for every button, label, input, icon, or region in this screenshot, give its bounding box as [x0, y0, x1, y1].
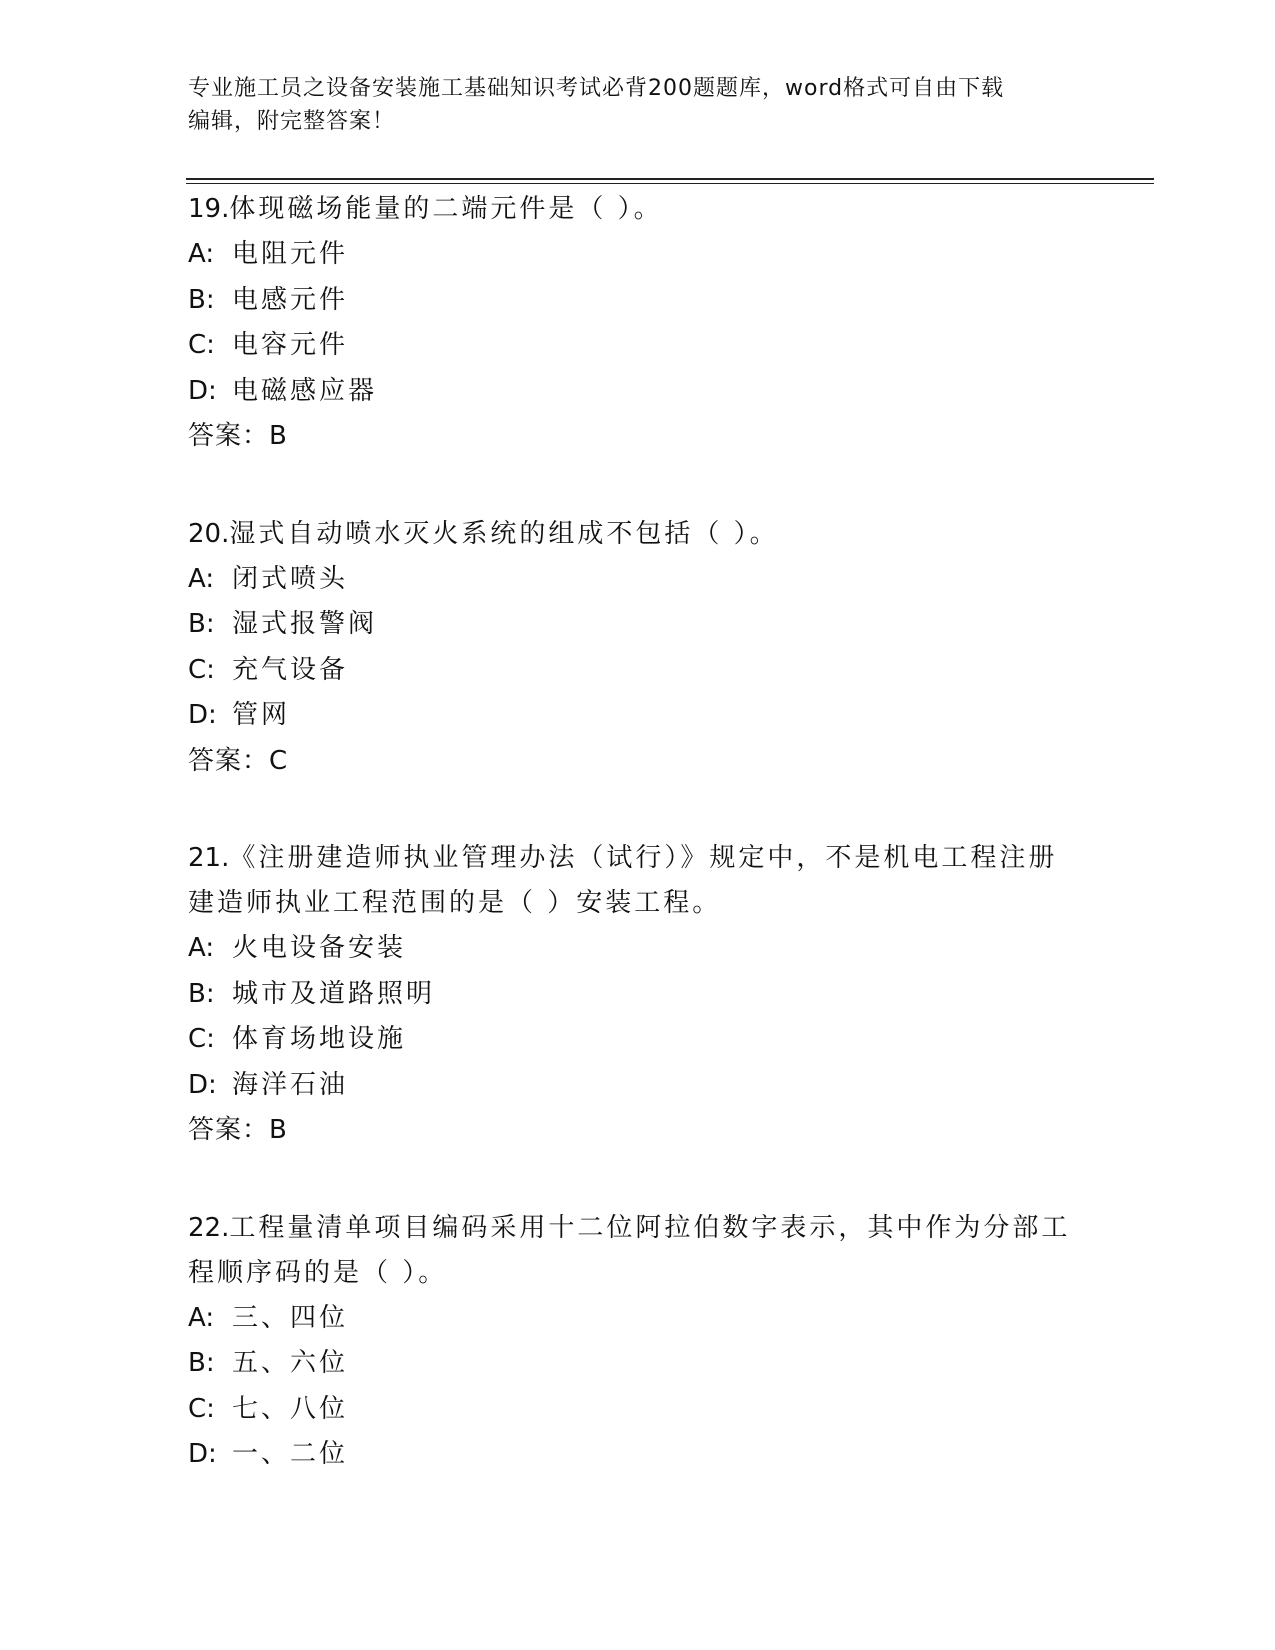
question-19 — [188, 187, 1088, 460]
question-number: 21. — [188, 843, 230, 873]
option-letter: D: — [188, 1069, 217, 1100]
option-b — [188, 1341, 1088, 1387]
option-text: 电容元件 — [232, 330, 349, 360]
header-line-1: 专业施工员之设备安装施工基础知识考试必背200题题库，word格式可自由下载 — [188, 76, 1005, 101]
option-text: 闭式喷头 — [232, 563, 349, 594]
option-letter: D: — [188, 700, 217, 730]
question-21 — [188, 836, 1088, 1154]
option-a — [188, 232, 1088, 278]
option-d — [188, 369, 1088, 415]
option-a — [188, 557, 1088, 603]
document-header — [188, 72, 1088, 138]
option-letter: B: — [188, 284, 215, 315]
option-text: 三、四位 — [232, 1302, 349, 1333]
option-letter: C: — [188, 1024, 215, 1054]
option-text: 管网 — [232, 700, 291, 730]
question-text-line-1: 《注册建造师执业管理办法（试行）》规定中，不是机电工程注册 — [229, 843, 1058, 873]
option-text: 海洋石油 — [232, 1069, 349, 1100]
option-letter: C: — [188, 1393, 215, 1424]
question-text-line-1: 工程量清单项目编码采用十二位阿拉伯数字表示，其中作为分部工 — [229, 1212, 1071, 1243]
option-letter: B: — [188, 1348, 215, 1378]
question-title — [188, 187, 1088, 232]
option-letter: A: — [188, 563, 215, 594]
option-text: 充气设备 — [232, 654, 349, 685]
option-text: 七、八位 — [232, 1393, 349, 1424]
question-22 — [188, 1206, 1088, 1478]
question-text-line-2: 程顺序码的是（ ）。 — [188, 1257, 448, 1288]
option-letter: B: — [188, 978, 215, 1009]
question-title-continued — [188, 1251, 1088, 1296]
option-d — [188, 1063, 1088, 1109]
answer-line: 答案：B — [188, 421, 288, 451]
option-b — [188, 602, 1088, 648]
option-text: 一、二位 — [232, 1439, 349, 1469]
option-text: 电阻元件 — [232, 239, 349, 269]
question-list — [188, 187, 1088, 1495]
option-letter: C: — [188, 330, 215, 360]
option-letter: A: — [188, 933, 215, 963]
option-letter: A: — [188, 239, 215, 269]
option-b — [188, 972, 1088, 1018]
option-text: 电磁感应器 — [232, 375, 378, 406]
question-text-line-2: 建造师执业工程范围的是（ ）安装工程。 — [188, 888, 722, 918]
option-a — [188, 1296, 1088, 1342]
option-text: 湿式报警阀 — [232, 609, 378, 639]
option-text: 火电设备安装 — [232, 933, 407, 963]
header-divider-thin — [186, 183, 1154, 184]
option-letter: B: — [188, 609, 215, 639]
option-d — [188, 1432, 1088, 1478]
question-number: 20. — [188, 518, 230, 549]
question-text-line-1: 湿式自动喷水灭火系统的组成不包括（ ）。 — [229, 518, 779, 549]
option-a — [188, 926, 1088, 972]
question-text-line-1: 体现磁场能量的二端元件是（ ）。 — [229, 194, 663, 224]
option-d — [188, 693, 1088, 739]
question-title — [188, 836, 1088, 881]
option-letter: C: — [188, 654, 215, 685]
header-line-2: 编辑，附完整答案！ — [188, 109, 396, 134]
option-b — [188, 278, 1088, 324]
question-title — [188, 512, 1088, 557]
option-c — [188, 323, 1088, 369]
option-text: 体育场地设施 — [232, 1024, 407, 1054]
answer-line: 答案：B — [188, 1115, 288, 1145]
option-c — [188, 1387, 1088, 1433]
option-text: 电感元件 — [232, 284, 349, 315]
question-number: 19. — [188, 194, 230, 224]
answer-line: 答案：C — [188, 745, 289, 776]
option-c — [188, 648, 1088, 694]
question-title — [188, 1206, 1088, 1251]
option-text: 五、六位 — [232, 1348, 349, 1378]
option-letter: D: — [188, 1439, 217, 1469]
option-c — [188, 1017, 1088, 1063]
question-title-continued — [188, 881, 1088, 926]
question-20 — [188, 512, 1088, 785]
option-letter: D: — [188, 375, 217, 406]
option-text: 城市及道路照明 — [232, 978, 436, 1009]
header-divider-thick — [186, 178, 1154, 180]
option-letter: A: — [188, 1302, 215, 1333]
question-number: 22. — [188, 1212, 230, 1243]
